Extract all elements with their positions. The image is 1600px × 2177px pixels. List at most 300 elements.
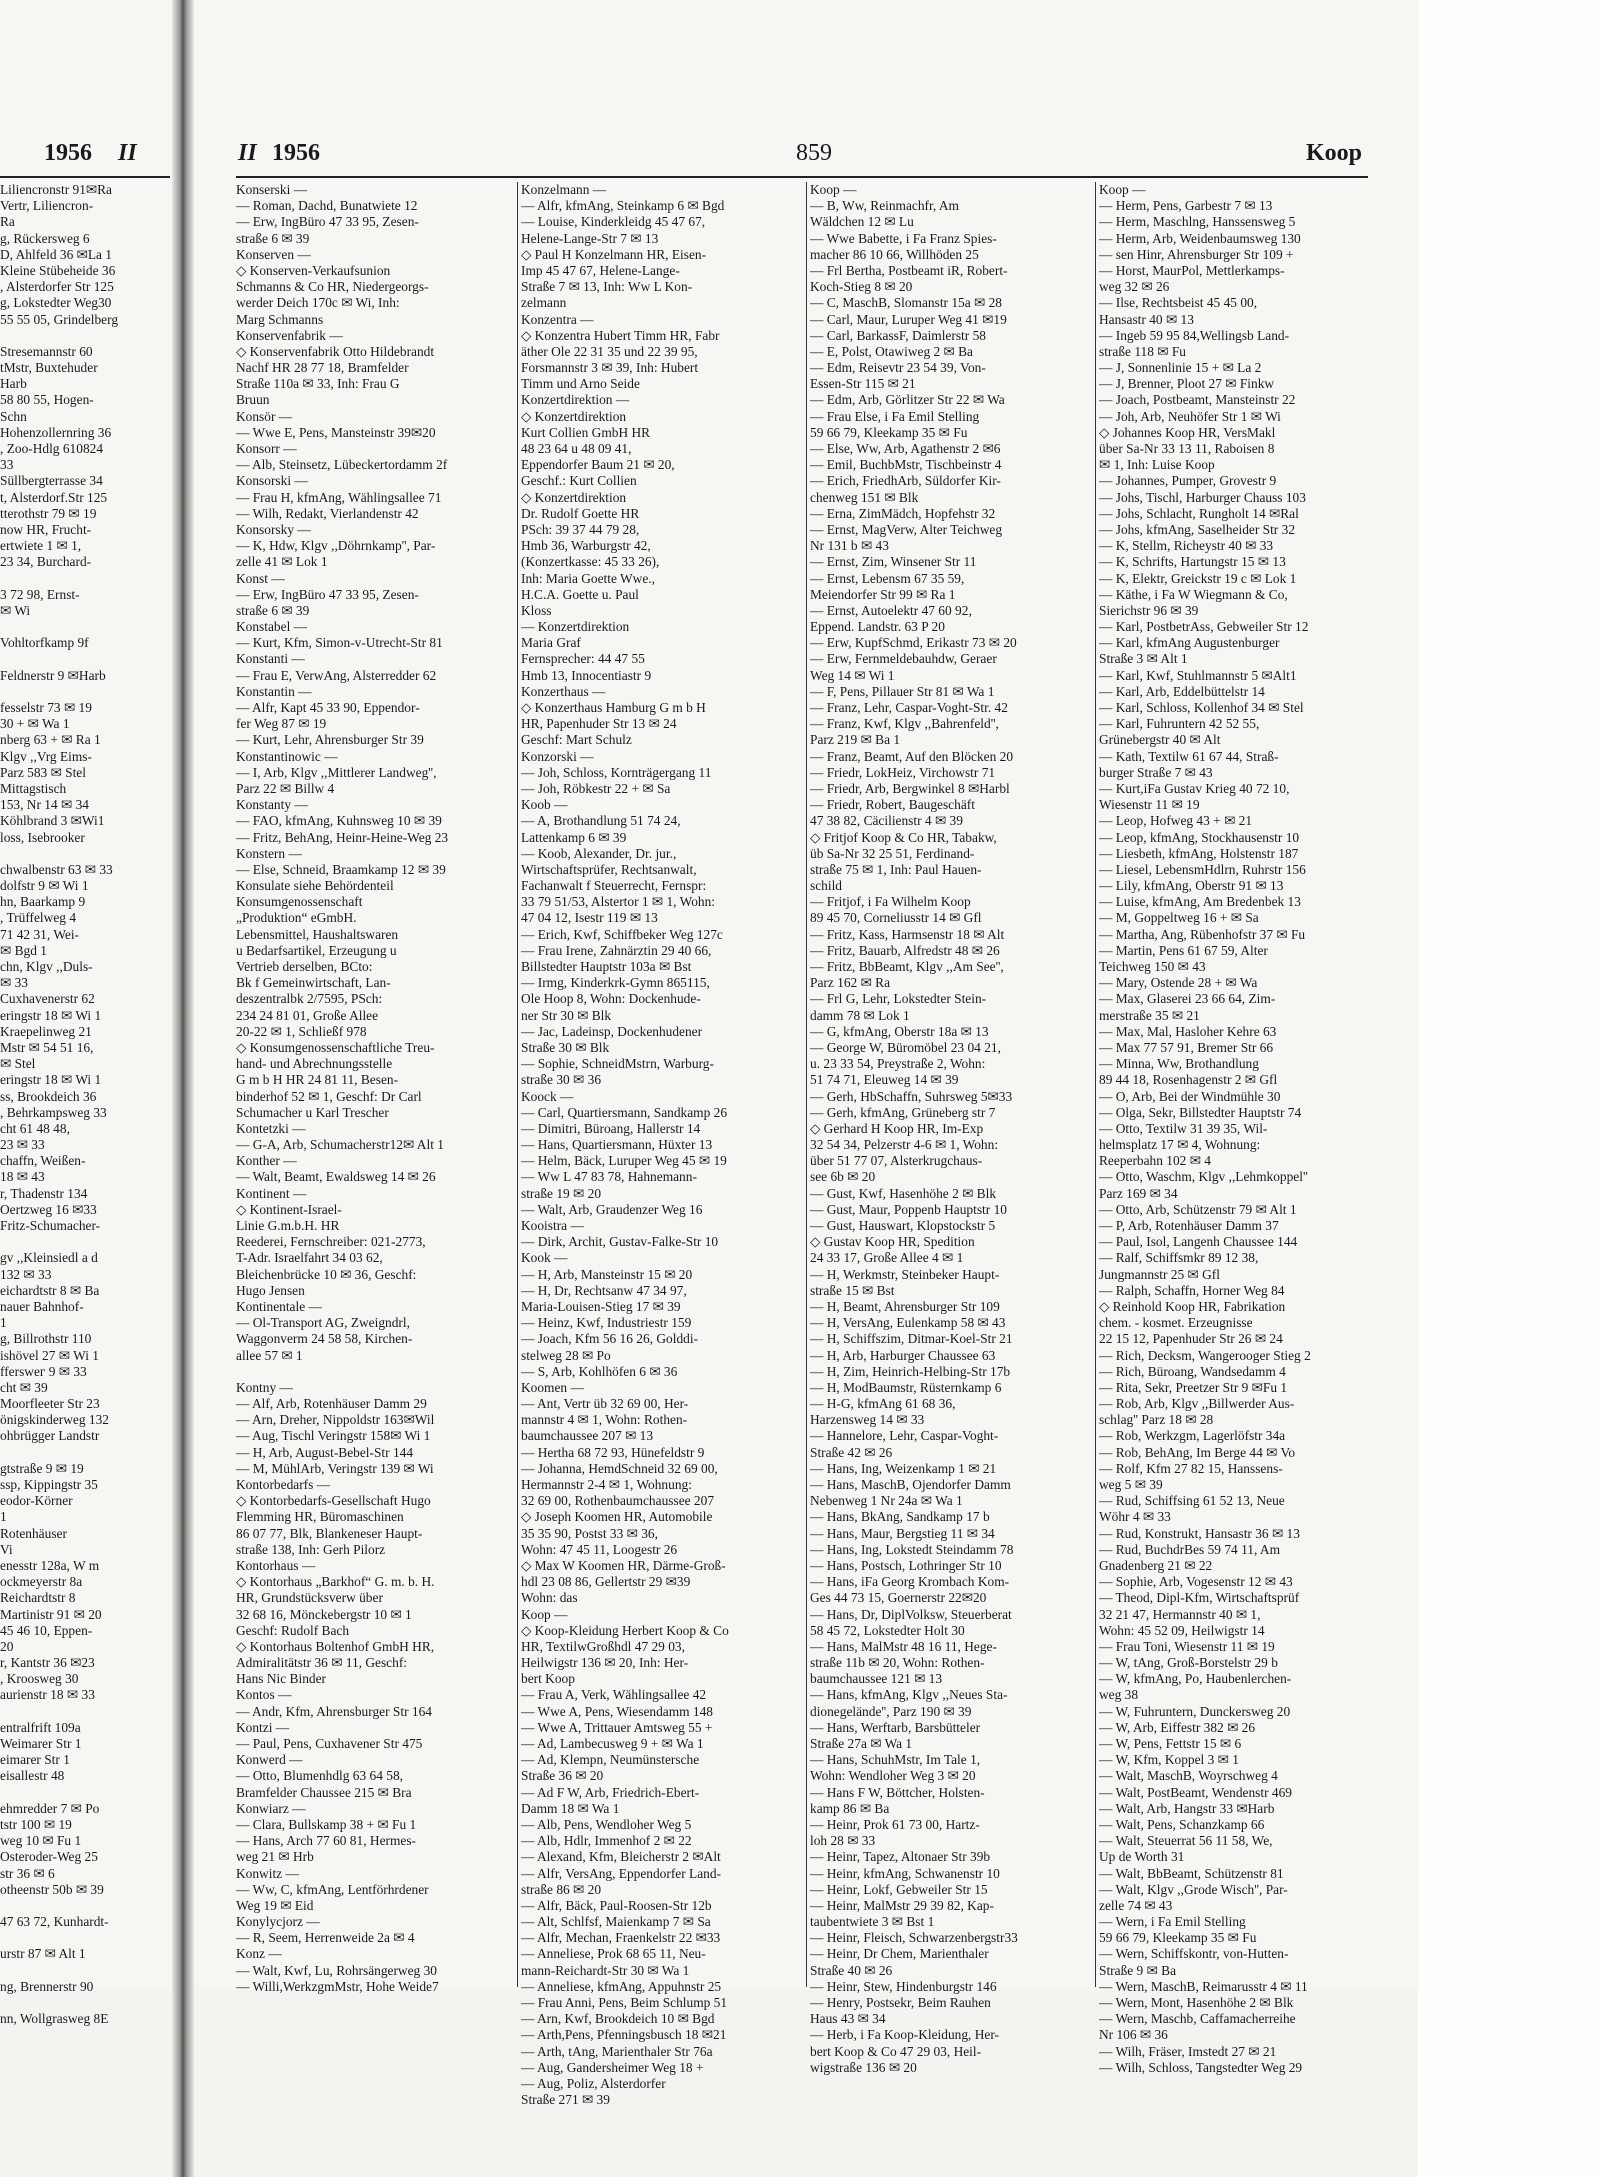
- directory-line: weg 10 ✉ Fu 1: [0, 1833, 82, 1849]
- directory-line: Kleine Stübeheide 36: [0, 262, 116, 278]
- directory-line: — Alexand, Kfm, Bleicherstr 2 ✉Alt: [521, 1849, 721, 1865]
- directory-line: straße 6 ✉ 39: [236, 230, 310, 246]
- directory-line: Straße 30 ✉ Blk: [521, 1039, 610, 1055]
- directory-line: — Arth,Pens, Pfenningsbusch 18 ✉21: [521, 2027, 727, 2043]
- directory-line: 20-22 ✉ 1, Schließf 978: [236, 1023, 367, 1039]
- directory-line: — Gust, Hauswart, Klopstockstr 5: [810, 1218, 996, 1233]
- directory-line: — E, Polst, Otawiweg 2 ✉ Ba: [810, 343, 973, 359]
- directory-line: — Frl G, Lehr, Lokstedter Stein-: [810, 991, 987, 1007]
- directory-line: — Walt, Steuerrat 56 11 58, We,: [1099, 1833, 1273, 1849]
- directory-line: ◇ Johannes Koop HR, VersMakl: [1099, 424, 1276, 440]
- directory-line: — Fritz, BbBeamt, Klgv ,,Am See'',: [810, 959, 1004, 974]
- directory-line: ◇ Kontorhaus Boltenhof GmbH HR,: [236, 1638, 435, 1654]
- directory-line: — Hans, Arch 77 60 81, Hermes-: [236, 1833, 416, 1849]
- directory-line: fferswег 9 ✉ 33: [0, 1363, 87, 1379]
- directory-line: ◇ Konzerthaus Hamburg G m b H: [521, 700, 706, 715]
- directory-line: eisallestr 48: [0, 1768, 65, 1784]
- directory-line: u Bedarfsartikel, Erzeugung u: [236, 942, 397, 958]
- directory-line: Kurt Collien GmbH HR: [521, 424, 651, 440]
- directory-line: Maria-Louisen-Stieg 17 ✉ 39: [521, 1298, 681, 1314]
- directory-line: Bleichenbrücke 10 ✉ 36, Geschf:: [236, 1266, 417, 1282]
- directory-line: üb Sa-Nr 32 25 51, Ferdinand-: [810, 845, 975, 861]
- directory-line: — Gust, Maur, Poppenb Hauptstr 10: [810, 1201, 1007, 1217]
- directory-line: — Emil, BuchbMstr, Tischbeinstr 4: [810, 457, 1002, 473]
- directory-line: chn, Klgv ,,Duls-: [0, 959, 93, 974]
- directory-line: Konzentra —: [521, 311, 594, 327]
- directory-line: straße 75 ✉ 1, Inh: Paul Hauen-: [810, 861, 982, 877]
- directory-line: now HR, Frucht-: [0, 521, 92, 537]
- directory-line: — Hans, SchuhMstr, Im Tale 1,: [810, 1752, 981, 1768]
- directory-line: — Horst, MaurPol, Mettlerkamps-: [1099, 262, 1285, 278]
- directory-line: — Else, Ww, Arb, Agathenstr 2 ✉6: [810, 441, 1001, 456]
- directory-line: ehmredder 7 ✉ Po: [0, 1800, 100, 1816]
- directory-line: — Wilh, Redakt, Vierlandenstr 42: [236, 505, 419, 521]
- directory-line: — Herb, i Fa Koop-Kleidung, Her-: [810, 2027, 1000, 2043]
- directory-line: — K, Schrifts, Hartungstr 15 ✉ 13: [1099, 554, 1286, 570]
- directory-line: eichardtstr 8 ✉ Ba: [0, 1282, 100, 1298]
- directory-line: — Otto, Waschm, Klgv ,,Lehmkoppel'': [1099, 1169, 1308, 1185]
- directory-line: — Käthe, i Fa W Wiegmann & Co,: [1099, 586, 1288, 602]
- directory-line: — Heinr, Dr Chem, Marienthaler: [810, 1946, 989, 1962]
- directory-line: — Heinr, Stew, Hindenburgstr 146: [810, 1978, 997, 1994]
- directory-line: — George W, Büromöbel 23 04 21,: [810, 1039, 1001, 1055]
- directory-line: Straße 42 ✉ 26: [810, 1444, 893, 1460]
- directory-line: Straße 110a ✉ 33, Inh: Frau G: [236, 376, 400, 392]
- directory-line: — Rob, BehAng, Im Berge 44 ✉ Vo: [1099, 1444, 1296, 1460]
- header-rule: [236, 176, 1368, 178]
- directory-line: — Erw, Fernmeldebauhdw, Geraer: [810, 651, 997, 667]
- directory-line: über Sa-Nr 33 13 11, Raboisen 8: [1099, 441, 1275, 456]
- directory-line: nn, Wollgrasweg 8E: [0, 2011, 109, 2027]
- directory-line: Moorfleeter Str 23: [0, 1396, 100, 1412]
- directory-line: — Otto, Blumenhdlg 63 64 58,: [236, 1768, 404, 1784]
- directory-line: Admiralitätstr 36 ✉ 11, Geschf:: [236, 1655, 408, 1671]
- directory-line: — Liesel, LebensmHdlrn, Ruhrstr 156: [1099, 861, 1306, 877]
- directory-line: — Edm, Arb, Görlitzer Str 22 ✉ Wa: [810, 392, 1005, 408]
- directory-line: — Johs, Tischl, Harburger Chauss 103: [1099, 489, 1306, 505]
- directory-line: zelle 74 ✉ 43: [1099, 1897, 1173, 1913]
- directory-line: Kloss: [521, 602, 552, 618]
- directory-line: — Theod, Dipl-Kfm, Wirtschaftsprüf: [1099, 1590, 1300, 1606]
- directory-line: eringstr 18 ✉ Wi 1: [0, 1072, 102, 1088]
- directory-line: ◇ Koop-Kleidung Herbert Koop & Co: [521, 1622, 729, 1638]
- directory-line: — H, Arb, August-Bebel-Str 144: [236, 1444, 414, 1460]
- directory-line: — Wwe A, Pens, Wiesendamm 148: [521, 1703, 713, 1719]
- directory-line: — Walt, Arb, Graudenzer Weg 16: [521, 1201, 703, 1217]
- directory-line: — Dirk, Archit, Gustav-Falke-Str 10: [521, 1234, 719, 1250]
- directory-line: — H, Werkmstr, Steinbeker Haupt-: [810, 1266, 1000, 1282]
- directory-line: Konservenfabrik —: [236, 327, 343, 343]
- directory-line: ✉ 33: [0, 975, 28, 991]
- directory-line: ◇ Konservenfabrik Otto Hildebrandt: [236, 343, 435, 359]
- directory-line: weg 5 ✉ 39: [1099, 1477, 1163, 1492]
- directory-line: — Alb, Hdlr, Immenhof 2 ✉ 22: [521, 1833, 692, 1849]
- directory-line: weg 21 ✉ Hrb: [236, 1849, 314, 1865]
- directory-line: — Alb, Steinsetz, Lübeckertordamm 2f: [236, 457, 448, 473]
- directory-line: H.C.A. Goette u. Paul: [521, 586, 639, 602]
- directory-line: Konsorr —: [236, 441, 297, 456]
- directory-line: — Joach, Postbeamt, Mansteinstr 22: [1099, 392, 1296, 408]
- directory-line: chenweg 151 ✉ Blk: [810, 489, 919, 505]
- directory-line: ◇ Kontinent-Israel-: [236, 1201, 342, 1217]
- directory-line: Marg Schmanns: [236, 311, 324, 327]
- directory-line: chem. - kosmet. Erzeugnisse: [1099, 1315, 1253, 1331]
- directory-line: — Ad F W, Arb, Friedrich-Ebert-: [521, 1784, 700, 1800]
- directory-line: fer Weg 87 ✉ 19: [236, 716, 327, 732]
- directory-line: — H, ModBaumstr, Rüsternkamp 6: [810, 1379, 1002, 1395]
- directory-line: Süllbergterrasse 34: [0, 473, 103, 489]
- directory-line: — Rich, Büroang, Wandsedamm 4: [1099, 1363, 1286, 1379]
- directory-line: — Kurt, Kfm, Simon-v-Utrecht-Str 81: [236, 635, 443, 651]
- directory-line: — Koob, Alexander, Dr. jur.,: [521, 845, 677, 861]
- directory-line: — O, Arb, Bei der Windmühle 30: [1099, 1088, 1281, 1104]
- directory-line: Straße 36 ✉ 20: [521, 1768, 604, 1784]
- directory-line: Lebensmittel, Haushaltswaren: [236, 926, 399, 942]
- directory-line: Flemming HR, Büromaschinen: [236, 1509, 404, 1525]
- directory-line: Konstanti —: [236, 651, 305, 667]
- directory-line: g, Lokstedter Weg30: [0, 295, 112, 311]
- directory-line: eodor-Körner: [0, 1493, 73, 1509]
- directory-line: — Otto, Arb, Schützenstr 79 ✉ Alt 1: [1099, 1201, 1297, 1217]
- directory-line: — Luise, kfmAng, Am Bredenbek 13: [1099, 894, 1301, 910]
- directory-line: — Friedr, LokHeiz, Virchowstr 71: [810, 764, 996, 780]
- directory-line: — Gerh, kfmAng, Grüneberg str 7: [810, 1104, 996, 1120]
- directory-line: weg 38: [1099, 1687, 1139, 1703]
- directory-line: Wohn: 47 45 11, Loogestr 26: [521, 1541, 678, 1557]
- directory-line: dionegelände'', Parz 190 ✉ 39: [810, 1703, 972, 1719]
- directory-line: — Fritjof, i Fa Wilhelm Koop: [810, 894, 971, 910]
- directory-line: — Ernst, Zim, Winsener Str 11: [810, 554, 977, 570]
- directory-line: Maria Graf: [521, 635, 581, 651]
- directory-line: Konwiarz —: [236, 1800, 306, 1816]
- directory-line: hand- und Abrechnungsstelle: [236, 1056, 393, 1072]
- directory-line: Fernsprecher: 44 47 55: [521, 651, 645, 667]
- directory-line: — Arth, tAng, Marienthaler Str 76a: [521, 2043, 713, 2059]
- directory-line: Harzensweg 14 ✉ 33: [810, 1412, 925, 1428]
- directory-line: — Johs, Schlacht, Rungholt 14 ✉Ral: [1099, 505, 1299, 521]
- directory-line: — Ww L 47 83 78, Hahnemann-: [521, 1169, 697, 1185]
- directory-line: — Ralf, Schiffsmkr 89 12 38,: [1099, 1250, 1259, 1266]
- directory-line: taubentwiete 3 ✉ Bst 1: [810, 1914, 935, 1930]
- directory-line: Ole Hoop 8, Wohn: Dockenhude-: [521, 991, 701, 1007]
- directory-line: Lattenkamp 6 ✉ 39: [521, 829, 627, 845]
- left-page-volume: II: [118, 140, 137, 166]
- directory-line: Kontos —: [236, 1687, 292, 1703]
- directory-line: Kontinentale —: [236, 1298, 322, 1314]
- directory-line: äther Ole 22 31 35 und 22 39 95,: [521, 343, 698, 359]
- directory-line: Wohn: das: [521, 1590, 578, 1606]
- directory-line: — Frl Bertha, Postbeamt iR, Robert-: [810, 262, 1008, 278]
- directory-line: merstraße 35 ✉ 21: [1099, 1007, 1200, 1023]
- directory-line: — G-A, Arb, Schumacherstr12✉ Alt 1: [236, 1137, 444, 1153]
- directory-line: ◇ Paul H Konzelmann HR, Eisen-: [521, 246, 707, 262]
- directory-line: — Max 77 57 91, Bremer Str 66: [1099, 1039, 1274, 1055]
- directory-line: Koob —: [521, 797, 568, 813]
- directory-line: 1: [0, 1509, 7, 1525]
- directory-line: — R, Seem, Herrenweide 2a ✉ 4: [236, 1930, 415, 1946]
- directory-line: — Liesbeth, kfmAng, Holstenstr 187: [1099, 845, 1299, 861]
- directory-line: — K, Hdw, Klgv ,,Döhrnkamp'', Par-: [236, 538, 436, 554]
- directory-line: , Alsterdorfer Str 125: [0, 279, 114, 295]
- directory-line: Reeperbahn 102 ✉ 4: [1099, 1153, 1211, 1169]
- directory-line: — G, kfmAng, Oberstr 18a ✉ 13: [810, 1023, 989, 1039]
- directory-line: — Karl, kfmAng Augustenburger: [1099, 635, 1280, 651]
- directory-line: enesstr 128a, W m: [0, 1557, 100, 1573]
- directory-line: Konstern —: [236, 845, 302, 861]
- directory-line: 153, Nr 14 ✉ 34: [0, 797, 89, 813]
- directory-line: HR, TextilwGroßhdl 47 29 03,: [521, 1638, 685, 1654]
- directory-line: Nr 131 b ✉ 43: [810, 538, 889, 554]
- directory-line: — Hans, Ing, Lokstedt Steindamm 78: [810, 1541, 1014, 1557]
- directory-line: ◇ Joseph Koomen HR, Automobile: [521, 1509, 713, 1525]
- directory-line: — Heinr, kfmAng, Schwanenstr 10: [810, 1865, 1000, 1881]
- directory-line: — Sophie, Arb, Vogesenstr 12 ✉ 43: [1099, 1574, 1293, 1590]
- directory-line: — Minna, Ww, Brothandlung: [1099, 1056, 1259, 1072]
- directory-line: ohbrügger Landstr: [0, 1428, 100, 1444]
- directory-line: macher 86 10 66, Willhöden 25: [810, 246, 979, 262]
- directory-line: straße 86 ✉ 20: [521, 1881, 602, 1897]
- directory-line: — H, Arb, Harburger Chaussee 63: [810, 1347, 996, 1363]
- directory-line: — Louise, Kinderkleidg 45 47 67,: [521, 214, 706, 230]
- directory-line: Schn: [0, 408, 27, 424]
- directory-line: wigstraße 136 ✉ 20: [810, 2059, 917, 2075]
- directory-line: Straße 7 ✉ 13, Inh: Ww L Kon-: [521, 279, 693, 295]
- directory-line: — Herm, Pens, Garbestr 7 ✉ 13: [1099, 198, 1273, 214]
- directory-line: Fritz-Schumacher-: [0, 1218, 101, 1233]
- directory-line: — Alfr, Bäck, Paul-Roosen-Str 12b: [521, 1897, 712, 1913]
- directory-line: Wohn: 45 52 09, Heilwigstr 14: [1099, 1622, 1265, 1638]
- directory-line: — W, Arb, Eiffestr 382 ✉ 26: [1099, 1719, 1256, 1735]
- directory-line: — W, kfmAng, Po, Haubenlerchen-: [1099, 1671, 1292, 1687]
- directory-line: — Arn, Kwf, Brookdeich 10 ✉ Bgd: [521, 2011, 715, 2027]
- directory-line: Konzerthaus —: [521, 683, 606, 699]
- directory-line: Hmb 13, Innocentiastr 9: [521, 667, 652, 683]
- directory-line: Ra: [0, 214, 15, 230]
- directory-line: — M, Goppeltweg 16 + ✉ Sa: [1099, 910, 1259, 926]
- directory-line: Konzorski —: [521, 748, 594, 764]
- directory-line: Vi: [0, 1541, 13, 1557]
- directory-line: Konzertdirektion —: [521, 392, 630, 408]
- directory-line: 32 54 34, Pelzerstr 4-6 ✉ 1, Wohn:: [810, 1137, 999, 1153]
- directory-line: HR, Grundstücksverw über: [236, 1590, 383, 1606]
- directory-line: binderhof 52 ✉ 1, Geschf: Dr Carl: [236, 1088, 422, 1104]
- directory-line: weg 32 ✉ 26: [1099, 279, 1170, 295]
- directory-line: see 6b ✉ 20: [810, 1169, 876, 1185]
- directory-line: tterothstr 79 ✉ 19: [0, 505, 97, 521]
- directory-line: mann-Reichardt-Str 30 ✉ Wa 1: [521, 1962, 690, 1978]
- directory-column-2: [521, 182, 801, 2108]
- directory-line: 23 ✉ 33: [0, 1137, 45, 1153]
- directory-line: loh 28 ✉ 33: [810, 1833, 876, 1849]
- directory-line: — Hannelore, Lehr, Caspar-Voght-: [810, 1428, 999, 1444]
- directory-line: [0, 1963, 168, 1979]
- directory-line: — Carl, BarkassF, Daimlerstr 58: [810, 327, 986, 343]
- directory-line: [0, 846, 168, 862]
- directory-line: Feldnerstr 9 ✉Harb: [0, 667, 106, 683]
- directory-line: [0, 571, 168, 587]
- directory-line: — Frau Irene, Zahnärztin 29 40 66,: [521, 942, 712, 958]
- directory-line: — Rita, Sekr, Preetzer Str 9 ✉Fu 1: [1099, 1379, 1288, 1395]
- directory-line: g, Billrothstr 110: [0, 1331, 92, 1347]
- directory-line: Weg 19 ✉ Eid: [236, 1897, 314, 1913]
- directory-line: urstr 87 ✉ Alt 1: [0, 1946, 86, 1962]
- directory-line: — Ol-Transport AG, Zweigndrl,: [236, 1315, 410, 1331]
- directory-line: 22 15 12, Papenhuder Str 26 ✉ 24: [1099, 1331, 1283, 1347]
- directory-line: — Anneliese, kfmAng, Appuhnstr 25: [521, 1978, 722, 1994]
- directory-line: ◇ Konserven-Verkaufsunion: [236, 262, 391, 278]
- directory-line: „Produktion“ eGmbH.: [236, 910, 357, 926]
- directory-line: 32 68 16, Mönckebergstr 10 ✉ 1: [236, 1606, 412, 1622]
- directory-line: 48 23 64 u 48 09 41,: [521, 441, 632, 456]
- directory-line: Oertzweg 16 ✉33: [0, 1201, 97, 1217]
- directory-line: ◇ Max W Koomen HR, Därme-Groß-: [521, 1557, 726, 1573]
- directory-line: 234 24 81 01, Große Allee: [236, 1007, 379, 1023]
- directory-line: — K, Elektr, Greickstr 19 c ✉ Lok 1: [1099, 570, 1297, 586]
- directory-line: — B, Ww, Reinmachfr, Am: [810, 198, 959, 214]
- directory-line: — Ernst, Lebensm 67 35 59,: [810, 570, 965, 586]
- directory-line: D, Ahlfeld 36 ✉La 1: [0, 246, 113, 262]
- directory-line: Rotenhäuser: [0, 1525, 67, 1541]
- directory-line: Kontzi —: [236, 1719, 290, 1735]
- directory-line: Weg 14 ✉ Wi 1: [810, 667, 895, 683]
- directory-line: ◇ Gustav Koop HR, Spedition: [810, 1234, 975, 1250]
- directory-line: Konwitz —: [236, 1865, 299, 1881]
- directory-line: — Frau E, VerwAng, Alsterredder 62: [236, 667, 437, 683]
- directory-line: Konz —: [236, 1946, 282, 1962]
- directory-line: Kooistra —: [521, 1218, 584, 1233]
- directory-line: Billstedter Hauptstr 103a ✉ Bst: [521, 959, 692, 974]
- directory-line: — Frau Anni, Pens, Beim Schlump 51: [521, 1995, 728, 2010]
- directory-line: Gnadenberg 21 ✉ 22: [1099, 1557, 1213, 1573]
- directory-line: [0, 684, 168, 700]
- directory-line: — Wern, Maschb, Caffamacherreihe: [1099, 2011, 1296, 2027]
- directory-line: 20: [0, 1638, 14, 1654]
- directory-line: — J, Brenner, Ploot 27 ✉ Finkw: [1099, 376, 1275, 392]
- directory-line: , Trüffelweg 4: [0, 910, 77, 926]
- directory-line: hdl 23 08 86, Gellertstr 29 ✉39: [521, 1574, 691, 1590]
- directory-line: — Walt, Klgv ,,Grode Wisch'', Par-: [1099, 1881, 1288, 1897]
- directory-line: — Johs, kfmAng, Saselheider Str 32: [1099, 521, 1296, 537]
- directory-line: Nr 106 ✉ 36: [1099, 2027, 1168, 2043]
- directory-line: — Andr, Kfm, Ahrensburger Str 164: [236, 1703, 432, 1719]
- directory-line: Essen-Str 115 ✉ 21: [810, 376, 916, 392]
- running-keyword: Koop: [1306, 140, 1363, 166]
- directory-line: baumchaussee 207 ✉ 13: [521, 1428, 654, 1444]
- directory-line: ◇ Fritjof Koop & Co HR, Tabakw,: [810, 829, 997, 845]
- directory-line: Bramfelder Chaussee 215 ✉ Bra: [236, 1784, 412, 1800]
- directory-line: [0, 1898, 168, 1914]
- directory-line: Koch-Stieg 8 ✉ 20: [810, 279, 913, 295]
- directory-line: schild: [810, 878, 842, 894]
- directory-line: Wöhr 4 ✉ 33: [1099, 1509, 1171, 1525]
- directory-line: Straße 40 ✉ 26: [810, 1962, 893, 1978]
- directory-line: Wäldchen 12 ✉ Lu: [810, 214, 914, 230]
- directory-line: Kook —: [521, 1250, 568, 1266]
- directory-line: Bk f Gemeinwirtschaft, Lan-: [236, 975, 391, 991]
- directory-line: straße 118 ✉ Fu: [1099, 343, 1186, 359]
- directory-line: — Kurt,iFa Gustav Krieg 40 72 10,: [1099, 780, 1290, 796]
- directory-line: Bruun: [236, 392, 270, 408]
- directory-line: Konsorski —: [236, 473, 308, 489]
- directory-line: Eppendorfer Baum 21 ✉ 20,: [521, 457, 675, 473]
- book-gutter: [172, 0, 194, 2177]
- directory-line: — H, Schiffszim, Ditmar-Koel-Str 21: [810, 1331, 1013, 1347]
- directory-line: Linie G.m.b.H. HR: [236, 1218, 340, 1233]
- directory-line: — Hans, iFa Georg Krombach Kom-: [810, 1574, 1010, 1590]
- directory-line: — Martin, Pens 61 67 59, Alter: [1099, 942, 1268, 958]
- directory-line: entralfrift 109a: [0, 1719, 81, 1735]
- directory-line: [236, 1364, 512, 1380]
- directory-line: Reichardtstr 8: [0, 1590, 76, 1606]
- directory-column-1: [236, 182, 512, 1995]
- directory-line: straße 6 ✉ 39: [236, 602, 310, 618]
- directory-line: Wirtschaftsprüfer, Rechtsanwalt,: [521, 861, 697, 877]
- directory-line: Up de Worth 31: [1099, 1849, 1185, 1865]
- directory-line: Eppend. Landstr. 63 P 20: [810, 619, 945, 635]
- directory-line: — Ingeb 59 95 84,Wellingsb Land-: [1099, 327, 1290, 343]
- directory-line: schlag'' Parz 18 ✉ 28: [1099, 1412, 1214, 1428]
- directory-line: — Friedr, Robert, Baugeschäft: [810, 797, 975, 813]
- directory-line: — Aug, Gandersheimer Weg 18 +: [521, 2059, 704, 2075]
- directory-line: cht 61 48 48,: [0, 1120, 70, 1136]
- directory-line: 55 55 05, Grindelberg: [0, 311, 119, 327]
- directory-line: Parz 219 ✉ Ba 1: [810, 732, 901, 748]
- directory-line: Grünebergstr 40 ✉ Alt: [1099, 732, 1221, 748]
- directory-line: — H-G, kfmAng 61 68 36,: [810, 1396, 956, 1412]
- directory-line: — Ernst, MagVerw, Alter Teichweg: [810, 521, 1003, 537]
- directory-line: Dr. Rudolf Goette HR: [521, 505, 640, 521]
- directory-line: ◇ Kontorbedarfs-Gesellschaft Hugo: [236, 1493, 431, 1509]
- directory-line: — Wern, Mont, Hasenhöhe 2 ✉ Blk: [1099, 1995, 1294, 2010]
- directory-line: — Paul, Pens, Cuxhavener Str 475: [236, 1736, 423, 1751]
- directory-line: Parz 22 ✉ Billw 4: [236, 780, 335, 796]
- directory-line: — Helm, Bäck, Luruper Weg 45 ✉ 19: [521, 1153, 727, 1169]
- directory-line: — W, tAng, Groß-Borstelstr 29 b: [1099, 1655, 1278, 1671]
- directory-line: ss, Brookdeich 36: [0, 1088, 97, 1104]
- directory-line: Meiendorfer Str 99 ✉ Ra 1: [810, 586, 956, 602]
- directory-line: — FAO, kfmAng, Kuhnsweg 10 ✉ 39: [236, 813, 442, 829]
- directory-line: — Fritz, Kass, Harmsenstr 18 ✉ Alt: [810, 926, 1005, 942]
- directory-line: — Franz, Lehr, Caspar-Voght-Str. 42: [810, 700, 1008, 715]
- directory-line: , Zoo-Hdlg 610824: [0, 441, 104, 456]
- directory-line: loss, Isebrooker: [0, 829, 85, 845]
- directory-line: — Frau H, kfmAng, Wählingsallee 71: [236, 489, 442, 505]
- directory-line: Hugo Jensen: [236, 1282, 305, 1298]
- directory-line: — Erna, ZimMädch, Hopfehstr 32: [810, 505, 996, 521]
- directory-line: — Martha, Ang, Rübenhofstr 37 ✉ Fu: [1099, 926, 1306, 942]
- directory-line: — M, MühlArb, Veringstr 139 ✉ Wi: [236, 1460, 434, 1476]
- directory-line: baumchaussee 121 ✉ 13: [810, 1671, 943, 1687]
- directory-line: — F, Pens, Pillauer Str 81 ✉ Wa 1: [810, 683, 995, 699]
- directory-line: — Hans, Maur, Bergstieg 11 ✉ 34: [810, 1525, 995, 1541]
- directory-line: — Hans, Ing, Weizenkamp 1 ✉ 21: [810, 1460, 997, 1476]
- directory-line: — Rob, Werkzgm, Lagerlöfstr 34a: [1099, 1428, 1286, 1444]
- directory-line: HR, Papenhuder Str 13 ✉ 24: [521, 716, 677, 732]
- directory-line: Waggonverm 24 58 58, Kirchen-: [236, 1331, 413, 1347]
- directory-line: — Heinr, Lokf, Gebweiler Str 15: [810, 1881, 988, 1897]
- directory-line: , Behrkampsweg 33: [0, 1104, 107, 1120]
- directory-line: — Hans, Werftarb, Barsbütteler: [810, 1719, 981, 1735]
- directory-line: Konther —: [236, 1153, 297, 1169]
- directory-line: ◇ Konsumgenossenschaftliche Treu-: [236, 1039, 435, 1055]
- directory-line: mannstr 4 ✉ 1, Wohn: Rothen-: [521, 1412, 688, 1428]
- directory-line: — Aug, Poliz, Alsterdorfer: [521, 2075, 666, 2091]
- directory-line: Reederei, Fernschreiber: 021-2773,: [236, 1234, 426, 1250]
- directory-line: Klgv ,,Vrg Eims-: [0, 748, 92, 764]
- directory-line: — Franz, Beamt, Auf den Blöcken 20: [810, 748, 1014, 764]
- directory-line: — Joh, Arb, Neuhöfer Str 1 ✉ Wi: [1099, 408, 1281, 424]
- directory-line: Koop —: [1099, 182, 1146, 197]
